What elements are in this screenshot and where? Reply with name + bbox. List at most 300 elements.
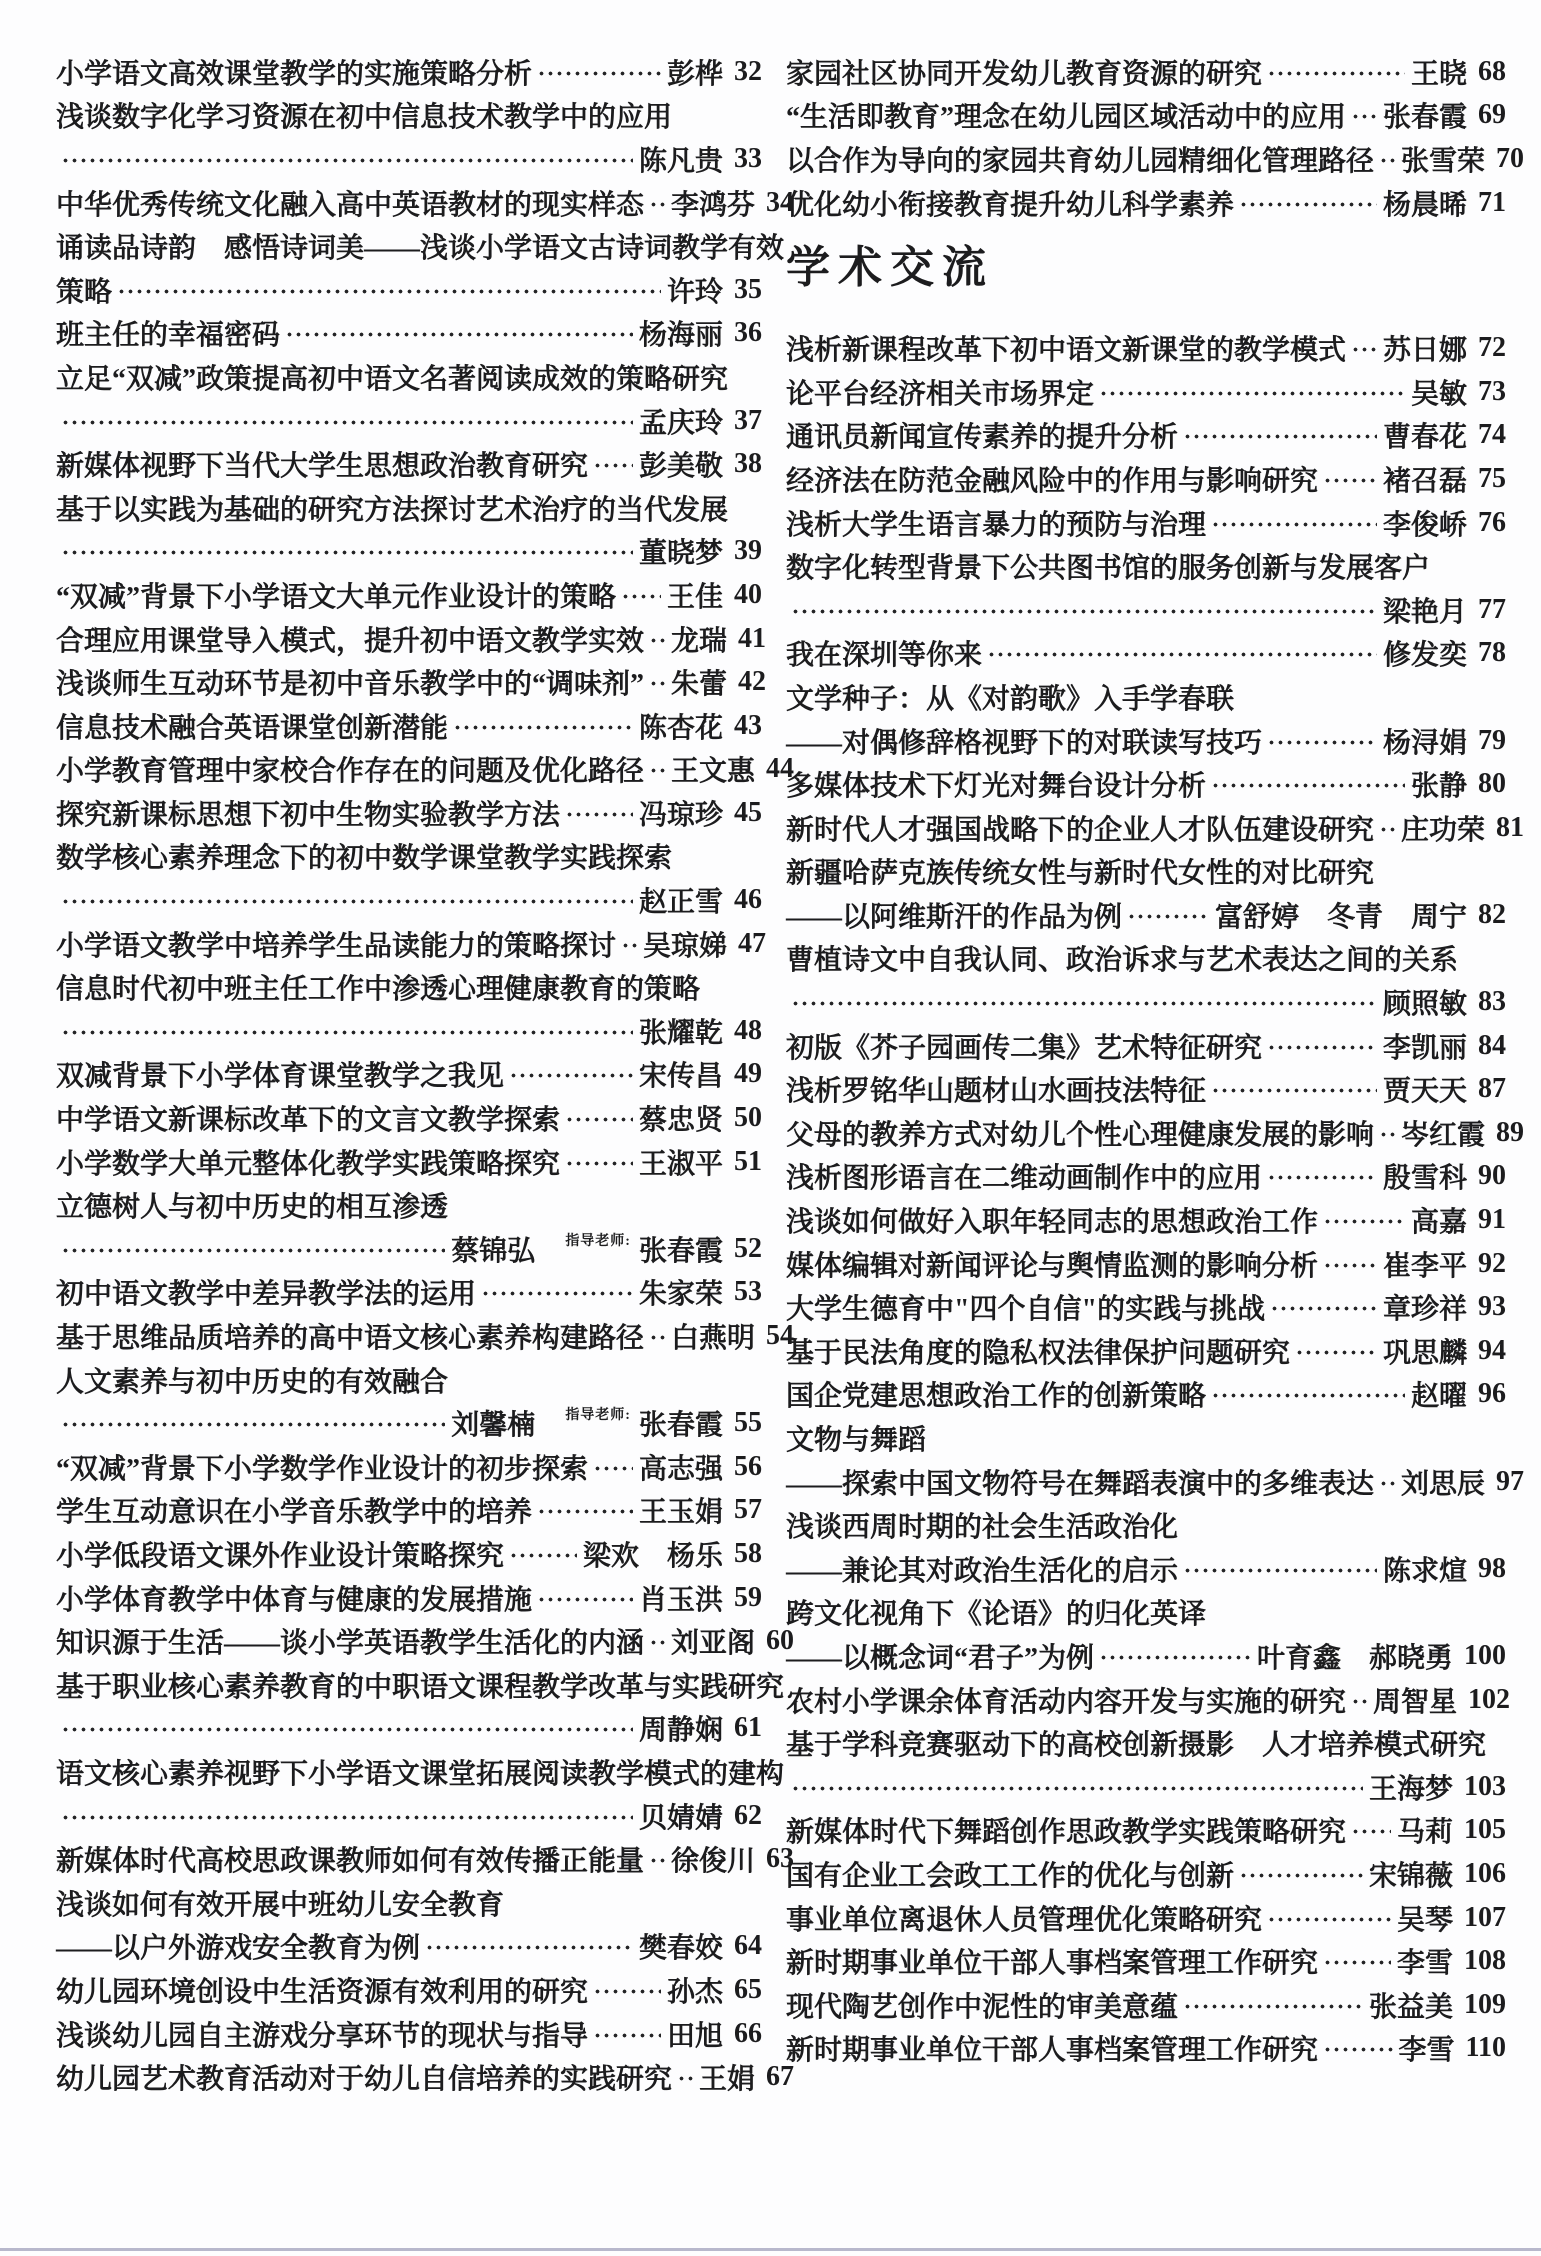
toc-line (56, 137, 762, 181)
dot-leader (59, 1714, 633, 1742)
entry-page: 59 (734, 1581, 762, 1613)
entry-title: 小学教育管理中家校合作存在的问题及优化路径 (56, 756, 645, 788)
toc-line (56, 94, 762, 138)
toc-line (56, 1314, 795, 1358)
entry-page: 68 (1478, 55, 1506, 87)
entry-title: 中学语文新课标改革下的文言文教学探索 (56, 1105, 561, 1137)
entry-page: 64 (734, 1930, 762, 1962)
dot-leader (591, 450, 633, 478)
toc-line (786, 1547, 1506, 1591)
toc-line (56, 617, 767, 661)
entry-title: 浅谈如何做好入职年轻同志的思想政治工作 (786, 1207, 1319, 1239)
entry-authors: 刘思辰 (1401, 1468, 1486, 1500)
toc-line (56, 1750, 785, 1794)
toc-line (786, 457, 1506, 501)
entry-page: 106 (1464, 1857, 1506, 1889)
entry-title: 诵读品诗韵 感悟诗词美——浅谈小学语文古诗词教学有效 (56, 233, 785, 265)
toc-line (786, 762, 1506, 806)
entry-title: 小学数学大单元整体化教学实践策略探究 (56, 1148, 561, 1180)
dot-leader (619, 930, 637, 958)
entry-page: 51 (734, 1145, 762, 1177)
entry-page: 63 (766, 1843, 795, 1875)
toc-line (786, 632, 1506, 676)
entry-title: “生活即教育”理念在幼儿园区域活动中的应用 (786, 102, 1347, 134)
dot-leader (647, 189, 665, 217)
dot-leader (647, 1322, 665, 1350)
toc-line (56, 835, 762, 879)
entry-title: 文学种子：从《对韵歌》入手学春联 (786, 683, 1235, 715)
toc-right-top-entries (786, 50, 1525, 224)
entry-title: 新媒体时代下舞蹈创作思政教学实践策略研究 (786, 1817, 1347, 1849)
entry-authors: 孟庆玲 (638, 407, 723, 439)
entry-authors: 刘馨楠 (451, 1410, 536, 1442)
entry-authors: 周静娴 (638, 1715, 723, 1747)
toc-line (786, 1198, 1506, 1242)
entry-page: 45 (734, 796, 762, 828)
entry-authors: 杨浔娟 (1382, 727, 1467, 759)
toc-line (56, 1445, 762, 1489)
toc-line (56, 312, 762, 356)
dot-leader (59, 1017, 633, 1045)
toc-line (56, 1183, 762, 1227)
entry-authors: 庄功荣 (1401, 814, 1486, 846)
toc-line (786, 1024, 1506, 1068)
toc-line (786, 1852, 1506, 1896)
entry-authors: 贝婧婧 (638, 1802, 723, 1834)
entry-title: 浅析罗铭华山题材山水画技法特征 (786, 1076, 1207, 1108)
entry-title: ——以户外游戏安全教育为例 (56, 1933, 421, 1965)
entry-title: 人文素养与初中历史的有效融合 (56, 1366, 449, 1398)
entry-title: 立足“双减”政策提高初中语文名著阅读成效的策略研究 (56, 363, 729, 395)
dot-leader (1125, 901, 1209, 929)
dot-leader (985, 639, 1377, 667)
toc-line (56, 50, 762, 94)
entry-authors: 蔡锦弘 (451, 1235, 536, 1267)
entry-title: 新时期事业单位干部人事档案管理工作研究 (786, 2035, 1319, 2067)
toc-line (56, 2012, 762, 2056)
dot-leader (1265, 58, 1405, 86)
entry-title: 家园社区协同开发幼儿教育资源的研究 (786, 58, 1263, 90)
entry-authors: 殷雪科 (1382, 1163, 1467, 1195)
entry-page: 87 (1478, 1073, 1506, 1105)
entry-title: 浅析新课程改革下初中语文新课堂的教学模式 (786, 335, 1347, 367)
dot-leader (563, 799, 633, 827)
entry-title: 经济法在防范金融风险中的作用与影响研究 (786, 465, 1319, 497)
toc-line (56, 1358, 762, 1402)
toc-line (56, 1881, 762, 1925)
entry-title: 新疆哈萨克族传统女性与新时代女性的对比研究 (786, 858, 1375, 890)
entry-page: 41 (738, 622, 767, 654)
dot-leader (789, 596, 1377, 624)
toc-line (786, 1416, 1506, 1460)
entry-title: 双减背景下小学体育课堂教学之我见 (56, 1061, 505, 1093)
entry-page: 103 (1464, 1770, 1506, 1802)
dot-leader (1377, 1468, 1395, 1496)
entry-title: 浅析大学生语言暴力的预防与治理 (786, 509, 1207, 541)
toc-line (56, 1576, 762, 1620)
entry-authors: 崔李平 (1382, 1250, 1467, 1282)
dot-leader (507, 1540, 577, 1568)
toc-line (56, 530, 762, 574)
entry-page: 76 (1478, 506, 1506, 538)
entry-page: 94 (1478, 1334, 1506, 1366)
toc-line (56, 1053, 762, 1097)
toc-line (56, 399, 762, 443)
toc-line (56, 1401, 762, 1445)
dot-leader (647, 755, 665, 783)
entry-page: 77 (1478, 593, 1506, 625)
dot-leader (1209, 770, 1405, 798)
entry-authors: 孙杰 (666, 1976, 723, 2008)
toc-line (56, 486, 762, 530)
entry-authors: 朱家荣 (638, 1279, 723, 1311)
entry-page: 84 (1478, 1029, 1506, 1061)
toc-line (786, 501, 1506, 545)
entry-page: 56 (734, 1450, 762, 1482)
entry-page: 90 (1478, 1160, 1506, 1192)
entry-authors: 蔡忠贤 (638, 1105, 723, 1137)
entry-title: 文物与舞蹈 (786, 1425, 927, 1457)
entry-page: 72 (1478, 332, 1506, 364)
entry-authors: 宋锦薇 (1368, 1860, 1453, 1892)
entry-title: 浅谈数字化学习资源在初中信息技术教学中的应用 (56, 102, 673, 134)
toc-line (786, 1285, 1506, 1329)
entry-page: 105 (1464, 1814, 1506, 1846)
section-header-academic-exchange: 学术交流 (786, 243, 994, 293)
toc-line (56, 704, 762, 748)
dot-leader (591, 2020, 661, 2048)
entry-authors: 修发奕 (1382, 640, 1467, 672)
dot-leader (59, 1235, 445, 1263)
dot-leader (789, 988, 1377, 1016)
toc-line (56, 268, 762, 312)
entry-title: 语文核心素养视野下小学语文课堂拓展阅读教学模式的建构 (56, 1758, 785, 1790)
toc-line (56, 1532, 762, 1576)
dot-leader (591, 1453, 633, 1481)
dot-leader (647, 668, 665, 696)
entry-page: 44 (766, 753, 795, 785)
entry-authors: 苏日娜 (1382, 335, 1467, 367)
toc-line (56, 1837, 795, 1881)
dot-leader (647, 625, 665, 653)
entry-page: 100 (1464, 1639, 1506, 1671)
entry-title: 基于民法角度的隐私权法律保护问题研究 (786, 1337, 1291, 1369)
dot-leader (1349, 1816, 1391, 1844)
entry-page: 34 (766, 186, 795, 218)
entry-authors: 褚召磊 (1382, 465, 1467, 497)
dot-leader (1181, 1555, 1377, 1583)
entry-authors: 朱蕾 (671, 669, 728, 701)
toc-line (786, 181, 1506, 225)
entry-authors: 董晓梦 (638, 538, 723, 570)
dot-leader (1268, 1293, 1377, 1321)
entry-title: 浅谈如何有效开展中班幼儿安全教育 (56, 1889, 505, 1921)
entry-title: 大学生德育中"四个自信"的实践与挑战 (786, 1294, 1266, 1326)
entry-authors: 杨海丽 (638, 320, 723, 352)
toc-line (56, 1619, 795, 1663)
entry-title: 基于以实践为基础的研究方法探讨艺术治疗的当代发展 (56, 494, 729, 526)
dot-leader (1377, 1119, 1395, 1147)
entry-title: 浅析图形语言在二维动画制作中的应用 (786, 1163, 1263, 1195)
entry-title: 父母的教养方式对幼儿个性心理健康发展的影响 (786, 1119, 1375, 1151)
entry-title: 以合作为导向的家园共育幼儿园精细化管理路径 (786, 145, 1375, 177)
entry-authors: 宋传昌 (638, 1061, 723, 1093)
entry-authors: 吴敏 (1410, 378, 1467, 410)
entry-authors: 王文惠 (671, 756, 756, 788)
dot-leader (59, 537, 633, 565)
entry-title: 小学语文高效课堂教学的实施策略分析 (56, 58, 533, 90)
toc-line (786, 806, 1525, 850)
toc-line (56, 573, 762, 617)
toc-line (786, 937, 1506, 981)
entry-title: 信息时代初中班主任工作中渗透心理健康教育的策略 (56, 974, 701, 1006)
entry-page: 74 (1478, 419, 1506, 451)
entry-authors: 张春霞 (1382, 102, 1467, 134)
entry-title: 我在深圳等你来 (786, 640, 983, 672)
entry-page: 50 (734, 1102, 762, 1134)
entry-authors: 岑红霞 (1401, 1119, 1486, 1151)
entry-page: 38 (734, 448, 762, 480)
entry-title: 初版《芥子园画传二集》艺术特征研究 (786, 1032, 1263, 1064)
dot-leader (563, 1148, 633, 1176)
entry-title: 曹植诗文中自我认同、政治诉求与艺术表达之间的关系 (786, 945, 1459, 977)
toc-line (786, 94, 1506, 138)
entry-title: 初中语文教学中差异教学法的运用 (56, 1279, 477, 1311)
dot-leader (59, 1409, 445, 1437)
dot-leader (59, 886, 633, 914)
entry-page: 33 (734, 142, 762, 174)
entry-title: 中华优秀传统文化融入高中英语教材的现实样态 (56, 189, 645, 221)
dot-leader (1377, 145, 1395, 173)
entry-page: 47 (738, 927, 767, 959)
toc-column-right (786, 50, 1525, 2070)
dot-leader (789, 1773, 1363, 1801)
toc-line (786, 1983, 1506, 2027)
dot-leader (1349, 1686, 1367, 1714)
entry-authors: 李俊峤 (1382, 509, 1467, 541)
dot-leader (1181, 421, 1377, 449)
entry-page: 107 (1464, 1901, 1506, 1933)
toc-line (786, 1373, 1506, 1417)
toc-line (786, 544, 1506, 588)
entry-authors: 陈求煊 (1382, 1555, 1467, 1587)
entry-authors: 张静 (1410, 771, 1467, 803)
dot-leader (1209, 1380, 1405, 1408)
entry-page: 62 (734, 1799, 762, 1831)
entry-title: 数学核心素养理念下的初中数学课堂教学实践探索 (56, 843, 673, 875)
page-bottom-edge (0, 2248, 1541, 2251)
toc-line (56, 1096, 762, 1140)
toc-line (56, 355, 762, 399)
toc-line (56, 2055, 795, 2099)
dot-leader (451, 712, 633, 740)
entry-title: 新时期事业单位干部人事档案管理工作研究 (786, 1948, 1319, 1980)
entry-authors: 李雪 (1396, 1948, 1453, 1980)
dot-leader (1321, 1250, 1377, 1278)
entry-title: 论平台经济相关市场界定 (786, 378, 1095, 410)
entry-authors: 高嘉 (1410, 1207, 1467, 1239)
dot-leader (535, 58, 661, 86)
entry-page: 98 (1478, 1552, 1506, 1584)
toc-line (56, 1968, 762, 2012)
dot-leader (1293, 1337, 1377, 1365)
entry-page: 109 (1464, 1988, 1506, 2020)
entry-page: 58 (734, 1537, 762, 1569)
toc-line (786, 980, 1506, 1024)
dot-leader (647, 1627, 665, 1655)
toc-line (786, 588, 1506, 632)
entry-title: 信息技术融合英语课堂创新潜能 (56, 712, 449, 744)
advisor-label: 指导老师: (565, 1408, 631, 1424)
entry-title: 基于职业核心素养教育的中职语文课程教学改革与实践研究 (56, 1671, 785, 1703)
toc-line (56, 1663, 785, 1707)
entry-page: 78 (1478, 637, 1506, 669)
entry-title: 数字化转型背景下公共图书馆的服务创新与发展客户 (786, 553, 1431, 585)
entry-page: 80 (1478, 768, 1506, 800)
entry-title: ——以概念词“君子”为例 (786, 1642, 1095, 1674)
entry-page: 43 (734, 709, 762, 741)
dot-leader (1321, 1206, 1405, 1234)
dot-leader (1209, 509, 1377, 537)
dot-leader (1237, 189, 1377, 217)
dot-leader (1321, 465, 1377, 493)
entry-authors: 张耀乾 (638, 1017, 723, 1049)
toc-line (786, 1242, 1506, 1286)
toc-line (56, 922, 767, 966)
toc-line (786, 1809, 1506, 1853)
entry-title: 学生互动意识在小学音乐教学中的培养 (56, 1497, 533, 1529)
toc-line (56, 791, 762, 835)
toc-line (56, 1925, 762, 1969)
entry-page: 36 (734, 317, 762, 349)
toc-column-left (56, 50, 795, 2099)
entry-authors: 李凯丽 (1382, 1032, 1467, 1064)
toc-line (56, 224, 785, 268)
entry-authors: 周智星 (1373, 1686, 1458, 1718)
toc-line (786, 1111, 1525, 1155)
entry-authors: 赵正雪 (638, 887, 723, 919)
entry-page: 83 (1478, 986, 1506, 1018)
toc-line (56, 660, 767, 704)
dot-leader (59, 407, 633, 435)
entry-authors: 许玲 (666, 276, 723, 308)
entry-authors: 曹春花 (1382, 422, 1467, 454)
entry-page: 82 (1478, 898, 1506, 930)
toc-line (786, 2027, 1506, 2071)
entry-authors: 富舒婷 冬青 周宁 (1214, 901, 1467, 933)
advisor-name: 张春霞 (638, 1235, 723, 1267)
entry-title: ——兼论其对政治生活化的启示 (786, 1555, 1179, 1587)
entry-page: 108 (1464, 1945, 1506, 1977)
toc-line (56, 1140, 762, 1184)
entry-authors: 陈凡贵 (638, 145, 723, 177)
entry-page: 73 (1478, 375, 1506, 407)
entry-title: 小学低段语文课外作业设计策略探究 (56, 1540, 505, 1572)
entry-authors: 王佳 (666, 581, 723, 613)
entry-page: 97 (1496, 1465, 1525, 1497)
toc-line (786, 414, 1506, 458)
entry-title: 幼儿园艺术教育活动对于幼儿自信培养的实践研究 (56, 2064, 673, 2096)
dot-leader (675, 2063, 693, 2091)
entry-authors: 顾照敏 (1382, 989, 1467, 1021)
toc-line (56, 1271, 762, 1315)
entry-page: 66 (734, 2017, 762, 2049)
entry-page: 35 (734, 273, 762, 305)
entry-authors: 马莉 (1396, 1817, 1453, 1849)
toc-line (56, 965, 762, 1009)
toc-line (56, 878, 762, 922)
entry-authors: 吴琼娣 (643, 930, 728, 962)
dot-leader (1321, 2034, 1393, 2062)
entry-authors: 梁欢 杨乐 (582, 1540, 723, 1572)
entry-title: ——以阿维斯汗的作品为例 (786, 901, 1123, 933)
toc-line (56, 442, 762, 486)
toc-line (786, 1460, 1525, 1504)
dot-leader (591, 1976, 661, 2004)
dot-leader (1097, 1642, 1251, 1670)
entry-authors: 章珍祥 (1382, 1294, 1467, 1326)
toc-line (786, 1896, 1506, 1940)
entry-title: 基于学科竞赛驱动下的高校创新摄影 人才培养模式研究 (786, 1730, 1487, 1762)
entry-title: 基于思维品质培养的高中语文核心素养构建路径 (56, 1323, 645, 1355)
entry-page: 37 (734, 404, 762, 436)
entry-authors: 徐俊川 (671, 1846, 756, 1878)
dot-leader (1265, 1162, 1377, 1190)
entry-title: “双减”背景下小学数学作业设计的初步探索 (56, 1453, 589, 1485)
toc-line (786, 1721, 1506, 1765)
entry-page: 79 (1478, 724, 1506, 756)
entry-authors: 王晓 (1410, 58, 1467, 90)
advisor-name: 张春霞 (638, 1410, 723, 1442)
entry-page: 70 (1496, 142, 1525, 174)
entry-title: 探究新课标思想下初中生物实验教学方法 (56, 799, 561, 831)
entry-page: 69 (1478, 99, 1506, 131)
entry-authors: 张雪荣 (1401, 145, 1486, 177)
toc-line (786, 1634, 1506, 1678)
entry-authors: 彭桦 (666, 58, 723, 90)
dot-leader (1209, 1075, 1377, 1103)
entry-page: 110 (1465, 2032, 1506, 2064)
entry-authors: 王淑平 (638, 1148, 723, 1180)
dot-leader (1265, 1904, 1391, 1932)
entry-title: 优化幼小衔接教育提升幼儿科学素养 (786, 189, 1235, 221)
entry-page: 102 (1468, 1683, 1511, 1715)
toc-line (786, 719, 1506, 763)
entry-page: 57 (734, 1494, 762, 1526)
entry-authors: 冯琼珍 (638, 799, 723, 831)
entry-authors: 杨晨晞 (1382, 189, 1467, 221)
dot-leader (563, 1104, 633, 1132)
toc-line (786, 137, 1525, 181)
toc-line (56, 1794, 762, 1838)
entry-authors: 巩思麟 (1382, 1337, 1467, 1369)
entry-authors: 王海梦 (1368, 1773, 1453, 1805)
entry-title: 知识源于生活——谈小学英语教学生活化的内涵 (56, 1628, 645, 1660)
toc-line (56, 1009, 762, 1053)
entry-page: 92 (1478, 1247, 1506, 1279)
toc-line (786, 326, 1506, 370)
toc-line (786, 1067, 1506, 1111)
entry-page: 40 (734, 578, 762, 610)
entry-authors: 李鸿芬 (671, 189, 756, 221)
entry-page: 81 (1496, 811, 1525, 843)
entry-page: 65 (734, 1973, 762, 2005)
entry-page: 32 (734, 55, 762, 87)
entry-title: 现代陶艺创作中泥性的审美意蕴 (786, 1991, 1179, 2023)
entry-page: 42 (738, 666, 767, 698)
entry-authors: 陈杏花 (638, 712, 723, 744)
dot-leader (535, 1496, 633, 1524)
